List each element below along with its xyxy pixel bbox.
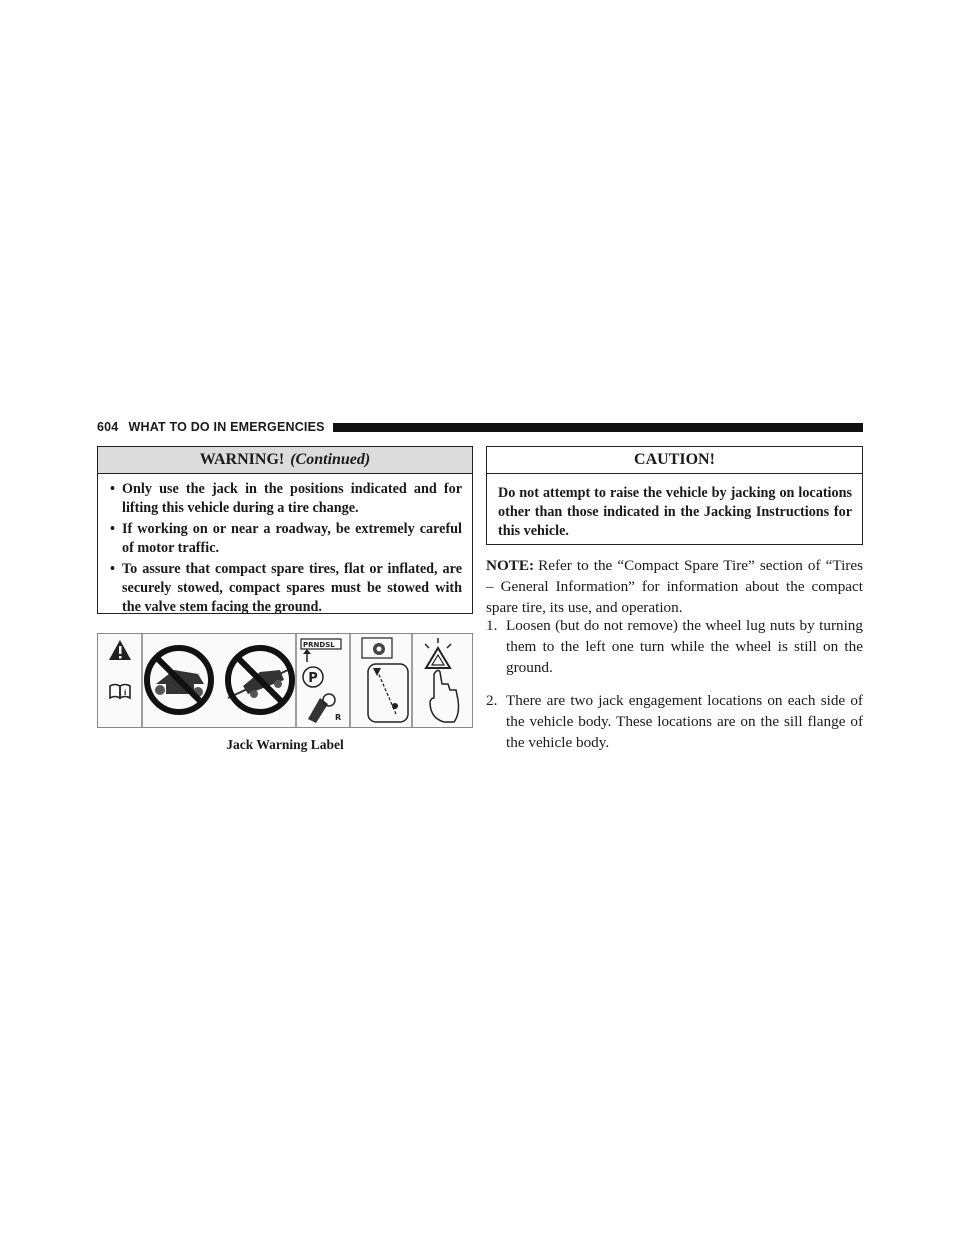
warning-item: • Only use the jack in the positions indicated and for lifting this vehicle during a tire change. — [110, 481, 462, 516]
warning-triangle-icon — [109, 640, 131, 660]
warning-heading — [98, 447, 472, 474]
warning-box — [97, 446, 473, 614]
bullet-icon: • — [110, 481, 115, 497]
step-number: 1. — [486, 617, 498, 634]
section-title: WHAT TO DO IN EMERGENCIES — [128, 420, 325, 434]
note-label: NOTE: — [486, 557, 535, 574]
note-text: Refer to the “Compact Spare Tire” section of “Tires – General Information” for information about the compact spare tire, its use, and operation. — [486, 557, 863, 616]
step-item — [486, 615, 863, 678]
svg-text:PRNDSL: PRNDSL — [303, 641, 335, 649]
svg-text:i: i — [124, 689, 127, 697]
manual-book-icon — [110, 685, 130, 699]
bullet-icon: • — [110, 561, 115, 577]
caution-box — [486, 446, 863, 545]
spare-tire-location-icon — [362, 638, 408, 722]
step-text: Loosen (but do not remove) the wheel lug nuts by turning them to the left one turn while the wheel is still on the ground. — [506, 617, 863, 676]
jack-warning-label-image — [97, 633, 473, 728]
hazard-lights-icon — [425, 638, 459, 722]
warning-item: • To assure that compact spare tires, flat or inflated, are securely stowed, compact spares must be stowed with the valve stem facing the ground. — [110, 561, 462, 615]
steps-list — [486, 615, 863, 765]
step-text: There are two jack engagement locations on each side of the vehicle body. These locations are on the sill flange of the vehicle body. — [506, 692, 863, 751]
warning-subtitle: (Continued) — [290, 451, 371, 468]
no-car-on-slope-icon — [228, 648, 292, 712]
jack-warning-label-svg — [98, 634, 472, 727]
shifter-park-icon — [301, 639, 341, 723]
header-rule — [333, 423, 863, 432]
caution-heading: CAUTION! — [487, 447, 862, 474]
svg-text:P: P — [308, 671, 318, 686]
warning-title: WARNING! — [199, 451, 285, 468]
warning-item: • If working on or near a roadway, be extremely careful of motor traffic. — [110, 521, 462, 556]
no-person-under-car-icon — [147, 648, 211, 712]
svg-text:R: R — [335, 713, 342, 722]
note-paragraph — [486, 555, 863, 618]
warning-list — [98, 474, 472, 617]
step-item — [486, 690, 863, 753]
step-number: 2. — [486, 692, 498, 709]
figure-caption: Jack Warning Label — [226, 737, 344, 752]
page-header — [97, 417, 863, 437]
page-number: 604 — [97, 420, 119, 434]
bullet-icon: • — [110, 521, 115, 537]
caution-body: Do not attempt to raise the vehicle by jacking on locations other than those indicated in the Jacking Instructions for this vehicle. — [498, 485, 852, 539]
